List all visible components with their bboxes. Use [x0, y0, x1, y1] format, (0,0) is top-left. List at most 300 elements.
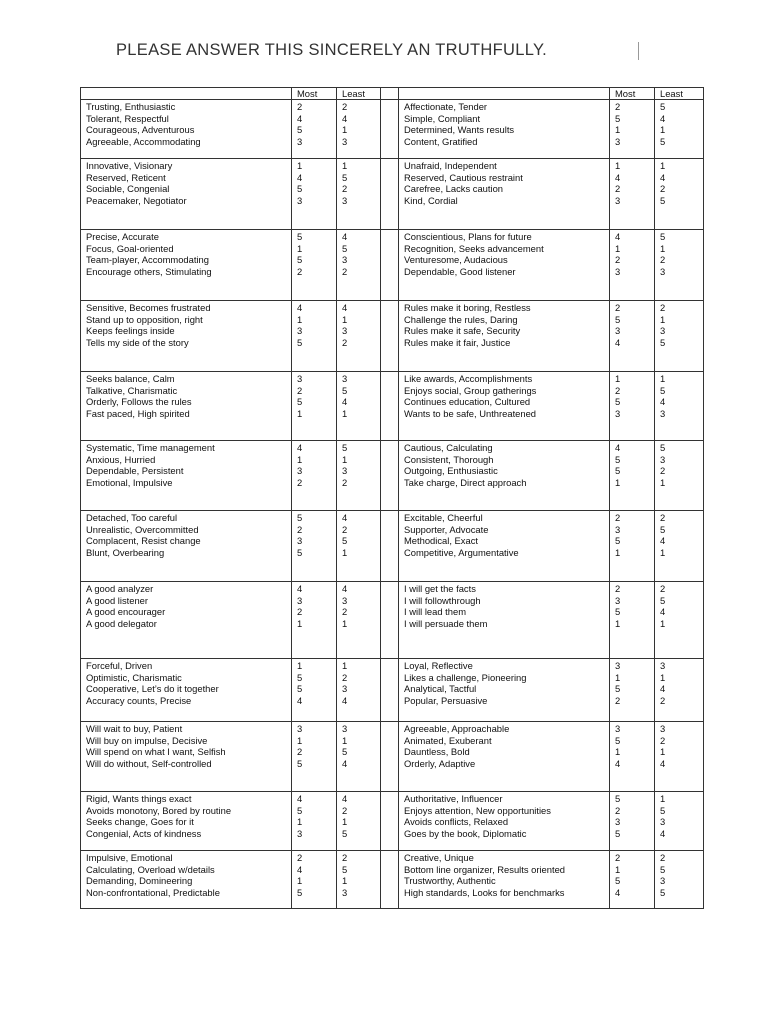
- most-value: 2: [615, 512, 621, 524]
- most-value: 3: [615, 265, 621, 277]
- least-cell-left: [337, 372, 381, 441]
- trait-text: Popular, Persuasive: [404, 694, 488, 706]
- header-spacer: [381, 88, 399, 100]
- least-value: 3: [342, 373, 348, 385]
- least-value: 1: [660, 793, 666, 805]
- least-value: 5: [342, 171, 348, 183]
- least-value: 3: [660, 453, 666, 465]
- least-value: 3: [660, 816, 666, 828]
- trait-text: Anxious, Hurried: [86, 453, 156, 465]
- most-value: 2: [615, 694, 621, 706]
- most-value: 3: [297, 135, 303, 147]
- least-value: 1: [342, 617, 348, 629]
- trait-text: Challenge the rules, Daring: [404, 313, 518, 325]
- least-value: 1: [342, 875, 348, 887]
- trait-text: Fast paced, High spirited: [86, 407, 190, 419]
- group-row: [81, 100, 704, 159]
- most-value: 5: [297, 396, 303, 408]
- least-cell-left: [337, 582, 381, 659]
- most-value: 2: [615, 384, 621, 396]
- trait-text: Supporter, Advocate: [404, 523, 489, 535]
- group-row: [81, 792, 704, 851]
- group-row: [81, 301, 704, 372]
- least-value: 4: [342, 231, 348, 243]
- least-value: 5: [660, 336, 666, 348]
- most-value: 3: [297, 535, 303, 547]
- most-value: 5: [615, 313, 621, 325]
- least-value: 2: [342, 336, 348, 348]
- trait-text: I will followthrough: [404, 594, 481, 606]
- most-value: 4: [297, 302, 303, 314]
- least-value: 1: [660, 476, 666, 488]
- most-value: 1: [297, 453, 303, 465]
- group-row: [81, 511, 704, 582]
- most-cell-left: [292, 659, 337, 722]
- trait-text: Outgoing, Enthusiastic: [404, 465, 498, 477]
- most-value: 4: [297, 863, 303, 875]
- most-value: 1: [297, 160, 303, 172]
- trait-text: Rules make it safe, Security: [404, 325, 521, 337]
- most-value: 3: [615, 816, 621, 828]
- trait-text: Recognition, Seeks advancement: [404, 242, 544, 254]
- trait-text: Precise, Accurate: [86, 231, 159, 243]
- trait-text: Goes by the book, Diplomatic: [404, 827, 527, 839]
- trait-cell-left: [81, 441, 292, 511]
- most-value: 5: [615, 793, 621, 805]
- most-value: 1: [297, 875, 303, 887]
- most-value: 3: [297, 373, 303, 385]
- trait-text: Systematic, Time management: [86, 442, 215, 454]
- trait-text: Talkative, Charismatic: [86, 384, 178, 396]
- least-value: 2: [660, 734, 666, 746]
- least-value: 3: [660, 325, 666, 337]
- most-value: 5: [615, 465, 621, 477]
- most-cell-right: [610, 582, 655, 659]
- most-value: 1: [615, 476, 621, 488]
- spacer-cell: [381, 301, 399, 372]
- least-value: 5: [342, 746, 348, 758]
- least-value: 3: [342, 254, 348, 266]
- most-value: 5: [297, 886, 303, 898]
- least-value: 2: [342, 606, 348, 618]
- least-cell-left: [337, 659, 381, 722]
- trait-text: Dependable, Good listener: [404, 265, 516, 277]
- most-value: 2: [297, 746, 303, 758]
- most-value: 5: [615, 535, 621, 547]
- most-value: 3: [297, 594, 303, 606]
- header-least-left: Least: [337, 88, 381, 100]
- most-value: 5: [615, 683, 621, 695]
- trait-text: Unafraid, Independent: [404, 160, 497, 172]
- most-value: 5: [615, 606, 621, 618]
- trait-text: Competitive, Argumentative: [404, 546, 519, 558]
- trait-cell-left: [81, 722, 292, 792]
- least-value: 5: [342, 863, 348, 875]
- spacer-cell: [381, 100, 399, 159]
- least-value: 3: [660, 875, 666, 887]
- trait-text: Impulsive, Emotional: [86, 852, 173, 864]
- trait-text: Venturesome, Audacious: [404, 254, 508, 266]
- most-value: 5: [615, 734, 621, 746]
- trait-text: Bottom line organizer, Results oriented: [404, 863, 566, 875]
- trait-text: Avoids monotony, Bored by routine: [86, 804, 232, 816]
- most-cell-right: [610, 372, 655, 441]
- least-value: 1: [342, 734, 348, 746]
- trait-text: Tolerant, Respectful: [86, 112, 169, 124]
- least-value: 2: [342, 476, 348, 488]
- least-value: 1: [660, 671, 666, 683]
- least-value: 1: [660, 313, 666, 325]
- least-value: 4: [660, 757, 666, 769]
- least-value: 2: [660, 694, 666, 706]
- trait-text: A good analyzer: [86, 583, 154, 595]
- trait-text: A good listener: [86, 594, 149, 606]
- trait-text: Will spend on what I want, Selfish: [86, 746, 226, 758]
- trait-text: Conscientious, Plans for future: [404, 231, 532, 243]
- least-cell-right: [655, 792, 704, 851]
- trait-text: Seeks balance, Calm: [86, 373, 175, 385]
- least-value: 5: [660, 523, 666, 535]
- spacer-cell: [381, 159, 399, 230]
- most-value: 1: [615, 671, 621, 683]
- most-cell-right: [610, 792, 655, 851]
- most-cell-left: [292, 851, 337, 909]
- most-cell-left: [292, 301, 337, 372]
- least-value: 4: [342, 757, 348, 769]
- group-row: [81, 659, 704, 722]
- trait-text: Accuracy counts, Precise: [86, 694, 192, 706]
- most-value: 2: [615, 852, 621, 864]
- least-value: 2: [342, 183, 348, 195]
- least-cell-left: [337, 511, 381, 582]
- header-row: [81, 88, 704, 100]
- least-value: 3: [342, 194, 348, 206]
- most-value: 5: [615, 453, 621, 465]
- trait-text: Detached, Too careful: [86, 512, 178, 524]
- most-value: 2: [297, 101, 303, 113]
- trait-text: Will wait to buy, Patient: [86, 723, 183, 735]
- least-value: 4: [660, 683, 666, 695]
- trait-text: Trusting, Enthusiastic: [86, 101, 176, 113]
- most-value: 5: [297, 336, 303, 348]
- least-value: 2: [342, 804, 348, 816]
- spacer-cell: [381, 582, 399, 659]
- trait-text: Likes a challenge, Pioneering: [404, 671, 527, 683]
- least-cell-left: [337, 159, 381, 230]
- least-value: 4: [660, 112, 666, 124]
- most-cell-right: [610, 851, 655, 909]
- most-value: 2: [297, 523, 303, 535]
- spacer-cell: [381, 851, 399, 909]
- least-value: 1: [660, 124, 666, 136]
- trait-text: Take charge, Direct approach: [404, 476, 527, 488]
- least-value: 1: [342, 453, 348, 465]
- least-value: 2: [660, 254, 666, 266]
- trait-text: Agreeable, Approachable: [404, 723, 510, 735]
- most-value: 1: [615, 160, 621, 172]
- most-value: 1: [297, 407, 303, 419]
- least-value: 1: [660, 373, 666, 385]
- most-cell-left: [292, 159, 337, 230]
- group-row: [81, 851, 704, 909]
- trait-text: Like awards, Accomplishments: [404, 373, 533, 385]
- most-value: 4: [297, 171, 303, 183]
- most-value: 1: [615, 617, 621, 629]
- least-cell-left: [337, 301, 381, 372]
- least-value: 3: [342, 465, 348, 477]
- trait-text: Dependable, Persistent: [86, 465, 184, 477]
- trait-text: I will persuade them: [404, 617, 488, 629]
- most-value: 4: [615, 336, 621, 348]
- trait-cell-right: [399, 372, 610, 441]
- least-value: 5: [342, 384, 348, 396]
- least-value: 2: [660, 465, 666, 477]
- most-value: 5: [615, 827, 621, 839]
- least-value: 1: [342, 546, 348, 558]
- most-value: 5: [297, 254, 303, 266]
- most-value: 3: [615, 325, 621, 337]
- trait-text: Sociable, Congenial: [86, 183, 170, 195]
- most-value: 3: [615, 660, 621, 672]
- group-row: [81, 441, 704, 511]
- least-value: 1: [660, 617, 666, 629]
- least-value: 1: [660, 242, 666, 254]
- most-value: 2: [615, 302, 621, 314]
- most-cell-left: [292, 230, 337, 301]
- trait-text: Simple, Compliant: [404, 112, 481, 124]
- trait-text: Excitable, Cheerful: [404, 512, 483, 524]
- most-value: 4: [297, 112, 303, 124]
- trait-cell-right: [399, 230, 610, 301]
- least-value: 5: [660, 594, 666, 606]
- trait-text: Agreeable, Accommodating: [86, 135, 201, 147]
- trait-text: Demanding, Domineering: [86, 875, 193, 887]
- trait-text: Enjoys social, Group gatherings: [404, 384, 537, 396]
- least-cell-left: [337, 230, 381, 301]
- most-value: 5: [297, 546, 303, 558]
- trait-text: Enjoys attention, New opportunities: [404, 804, 551, 816]
- most-value: 1: [297, 313, 303, 325]
- most-value: 4: [297, 442, 303, 454]
- header-most-left: Most: [292, 88, 337, 100]
- personality-table: [80, 87, 704, 909]
- trait-cell-left: [81, 851, 292, 909]
- trait-text: Animated, Exuberant: [404, 734, 492, 746]
- most-cell-right: [610, 100, 655, 159]
- least-value: 4: [660, 535, 666, 547]
- least-value: 4: [660, 396, 666, 408]
- most-value: 2: [615, 183, 621, 195]
- least-value: 1: [660, 160, 666, 172]
- trait-text: Avoids conflicts, Relaxed: [404, 816, 509, 828]
- least-value: 4: [660, 827, 666, 839]
- header-blank-left: [81, 88, 292, 100]
- text-cursor: [638, 42, 639, 60]
- most-value: 1: [297, 660, 303, 672]
- trait-text: Rules make it fair, Justice: [404, 336, 511, 348]
- spacer-cell: [381, 441, 399, 511]
- most-cell-right: [610, 722, 655, 792]
- least-cell-right: [655, 659, 704, 722]
- least-cell-left: [337, 100, 381, 159]
- most-value: 5: [297, 231, 303, 243]
- trait-text: Authoritative, Influencer: [404, 793, 503, 805]
- most-value: 5: [297, 512, 303, 524]
- least-value: 3: [660, 723, 666, 735]
- trait-text: Blunt, Overbearing: [86, 546, 165, 558]
- trait-text: Will do without, Self-controlled: [86, 757, 212, 769]
- least-value: 1: [660, 746, 666, 758]
- least-value: 2: [342, 101, 348, 113]
- least-value: 1: [342, 124, 348, 136]
- trait-text: Innovative, Visionary: [86, 160, 173, 172]
- most-cell-left: [292, 582, 337, 659]
- most-value: 3: [615, 594, 621, 606]
- most-value: 2: [297, 265, 303, 277]
- most-value: 5: [297, 757, 303, 769]
- least-value: 2: [660, 302, 666, 314]
- most-cell-right: [610, 301, 655, 372]
- most-cell-right: [610, 230, 655, 301]
- trait-cell-left: [81, 511, 292, 582]
- most-value: 2: [615, 804, 621, 816]
- least-value: 3: [660, 265, 666, 277]
- trait-cell-right: [399, 159, 610, 230]
- trait-cell-left: [81, 659, 292, 722]
- trait-text: Analytical, Tactful: [404, 683, 477, 695]
- most-value: 3: [297, 827, 303, 839]
- most-value: 3: [615, 194, 621, 206]
- group-row: [81, 722, 704, 792]
- least-cell-right: [655, 159, 704, 230]
- most-cell-left: [292, 511, 337, 582]
- group-row: [81, 582, 704, 659]
- most-value: 3: [615, 523, 621, 535]
- trait-text: Team-player, Accommodating: [86, 254, 209, 266]
- spacer-cell: [381, 659, 399, 722]
- least-cell-right: [655, 582, 704, 659]
- most-value: 1: [615, 124, 621, 136]
- spacer-cell: [381, 372, 399, 441]
- least-cell-right: [655, 511, 704, 582]
- spacer-cell: [381, 511, 399, 582]
- least-cell-right: [655, 851, 704, 909]
- trait-cell-left: [81, 159, 292, 230]
- least-value: 4: [342, 583, 348, 595]
- most-value: 2: [297, 852, 303, 864]
- trait-text: Dauntless, Bold: [404, 746, 470, 758]
- least-value: 3: [660, 660, 666, 672]
- least-value: 3: [342, 325, 348, 337]
- least-value: 2: [342, 852, 348, 864]
- trait-text: Wants to be safe, Unthreatened: [404, 407, 537, 419]
- trait-text: Forceful, Driven: [86, 660, 153, 672]
- least-value: 5: [660, 863, 666, 875]
- least-cell-right: [655, 722, 704, 792]
- least-value: 5: [660, 384, 666, 396]
- trait-text: Will buy on impulse, Decisive: [86, 734, 208, 746]
- most-value: 4: [615, 171, 621, 183]
- most-value: 3: [297, 325, 303, 337]
- most-value: 1: [297, 816, 303, 828]
- most-value: 5: [615, 396, 621, 408]
- trait-text: Cautious, Calculating: [404, 442, 493, 454]
- most-value: 4: [615, 757, 621, 769]
- trait-text: Cooperative, Let’s do it together: [86, 683, 219, 695]
- most-value: 1: [615, 863, 621, 875]
- least-cell-right: [655, 301, 704, 372]
- trait-text: A good encourager: [86, 606, 166, 618]
- trait-text: Methodical, Exact: [404, 535, 478, 547]
- least-value: 4: [660, 606, 666, 618]
- trait-text: I will get the facts: [404, 583, 476, 595]
- least-value: 2: [660, 583, 666, 595]
- group-row: [81, 230, 704, 301]
- most-value: 3: [615, 407, 621, 419]
- most-value: 4: [615, 442, 621, 454]
- least-value: 5: [660, 804, 666, 816]
- trait-cell-right: [399, 511, 610, 582]
- most-cell-right: [610, 659, 655, 722]
- spacer-cell: [381, 230, 399, 301]
- most-value: 1: [297, 617, 303, 629]
- most-value: 1: [297, 734, 303, 746]
- trait-text: Loyal, Reflective: [404, 660, 473, 672]
- trait-text: Unrealistic, Overcommitted: [86, 523, 199, 535]
- least-value: 2: [660, 183, 666, 195]
- trait-text: Affectionate, Tender: [404, 101, 488, 113]
- least-value: 5: [660, 442, 666, 454]
- least-value: 5: [660, 101, 666, 113]
- most-value: 5: [297, 183, 303, 195]
- trait-cell-right: [399, 441, 610, 511]
- least-cell-right: [655, 100, 704, 159]
- least-value: 5: [660, 886, 666, 898]
- least-value: 2: [342, 265, 348, 277]
- least-value: 3: [342, 594, 348, 606]
- least-cell-left: [337, 441, 381, 511]
- most-value: 3: [297, 194, 303, 206]
- most-value: 3: [297, 723, 303, 735]
- least-value: 4: [660, 171, 666, 183]
- most-value: 2: [297, 476, 303, 488]
- most-cell-right: [610, 159, 655, 230]
- most-value: 1: [615, 242, 621, 254]
- most-value: 2: [297, 606, 303, 618]
- trait-text: Peacemaker, Negotiator: [86, 194, 187, 206]
- most-value: 4: [297, 793, 303, 805]
- trait-text: Tells my side of the story: [86, 336, 189, 348]
- least-value: 2: [342, 671, 348, 683]
- least-cell-right: [655, 372, 704, 441]
- header-blank-right: [399, 88, 610, 100]
- most-value: 1: [297, 242, 303, 254]
- trait-cell-right: [399, 582, 610, 659]
- most-value: 4: [615, 231, 621, 243]
- most-cell-right: [610, 441, 655, 511]
- most-value: 5: [297, 683, 303, 695]
- least-value: 4: [342, 112, 348, 124]
- trait-text: Consistent, Thorough: [404, 453, 494, 465]
- trait-text: Focus, Goal-oriented: [86, 242, 174, 254]
- trait-text: Seeks change, Goes for it: [86, 816, 194, 828]
- trait-text: Reserved, Cautious restraint: [404, 171, 523, 183]
- least-value: 5: [342, 535, 348, 547]
- trait-text: Non-confrontational, Predictable: [86, 886, 220, 898]
- least-value: 1: [342, 816, 348, 828]
- trait-text: I will lead them: [404, 606, 467, 618]
- least-value: 3: [660, 407, 666, 419]
